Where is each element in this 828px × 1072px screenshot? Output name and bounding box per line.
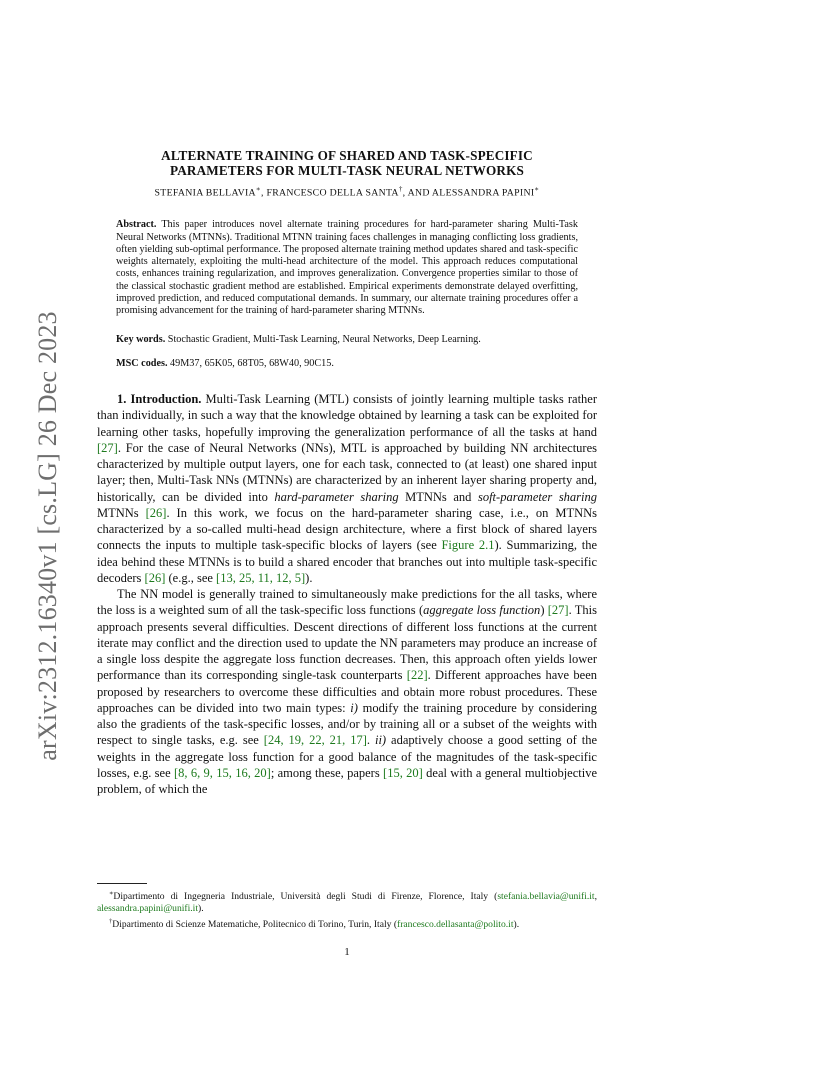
msc-text: 49M37, 65K05, 68T05, 68W40, 90C15. <box>170 357 334 369</box>
keywords-label: Key words. <box>116 333 166 345</box>
footnote-1 <box>97 888 597 916</box>
footnote-2 <box>97 916 597 931</box>
section-heading: 1. Introduction. <box>117 392 202 407</box>
citation-link[interactable]: [15, 20] <box>383 765 423 780</box>
emphasis-aggregate: aggregate loss function <box>423 603 541 618</box>
intro-text: ). Summarizing, the idea behind these MTNNs is to build a shared encoder that branches out into multiple task-specific decoders <box>97 538 597 585</box>
intro-text: deal with a general multiobjective problem, of which the <box>97 765 598 797</box>
page-number: 1 <box>344 946 350 958</box>
citation-link[interactable]: [27] <box>97 440 118 455</box>
enum-i: i) <box>350 700 358 715</box>
intro-text: ). <box>305 570 313 585</box>
figure-link[interactable]: Figure 2.1 <box>441 538 495 553</box>
intro-text: . <box>366 733 375 748</box>
author-joiner: , AND <box>402 187 432 199</box>
email-link[interactable]: francesco.dellasanta@polito.it <box>397 918 514 930</box>
intro-text: (e.g., see <box>165 570 217 585</box>
intro-paragraph-2 <box>97 586 597 797</box>
keywords <box>116 334 578 346</box>
citation-link[interactable]: [26] <box>145 505 167 520</box>
author-2-mark: † <box>398 185 403 193</box>
abstract-text: This paper introduces novel alternate training procedures for hard-parameter sharing Multi-Task Neural Networks (MTNNs). Traditional MTNN training faces challenges in managing conflicting loss gradients, often yielding sub-optimal performance. The proposed alternate training method updates shared and task-specific weights alternately, exploiting the multi-head architecture of the model. This approach reduces computational costs, enhances training regularization, and improves generalization. Convergence properties similar to those of the classical stochastic gradient method are established. Empirical experiments demonstrate delayed overfitting, improved prediction, and reduced computational demands. In summary, our alternate training procedures offer a promising advancement for the training of hard-parameter sharing MTNNs. <box>116 219 578 317</box>
emphasis-soft: soft-parameter sharing <box>477 489 598 504</box>
keywords-text: Stochastic Gradient, Multi-Task Learning, Neural Networks, Deep Learning. <box>167 333 481 345</box>
intro-text: Multi-Task Learning (MTL) consists of jointly learning multiple tasks rather than individually, in such a way that the knowledge obtained by learning a task can be exploited for learning other tasks, hopefully improving the generalization performance of all the tasks at hand <box>97 392 598 439</box>
citation-link[interactable]: [24, 19, 22, 21, 17] <box>263 733 367 748</box>
intro-text: The NN model is generally trained to simultaneously make predictions for the all tasks, where the loss is a weighted sum of all the task-specific loss functions ( <box>97 587 597 618</box>
footnote-text: ). <box>198 903 204 915</box>
emphasis-hard: hard-parameter sharing <box>274 489 399 504</box>
footnote-text: Dipartimento di Ingegneria Industriale, Università degli Studi di Firenze, Florence, Italy ( <box>113 891 498 903</box>
abstract <box>116 219 578 317</box>
intro-text: . This approach presents several difficulties. Descent directions of different loss functions at the current iterate may conflict and the direction used to update the NN parameters may produce an increase of a single loss despite the aggregate loss function decreases. Then, this approach often yields lower performance than its corresponding single-task counterparts <box>97 603 597 683</box>
author-2: FRANCESCO DELLA SANTA <box>266 187 399 199</box>
email-link[interactable]: alessandra.papini@unifi.it <box>97 903 199 915</box>
intro-text: . In this work, we focus on the hard-parameter sharing case, i.e., on MTNNs characterized by a so-called multi-head design architecture, where a first block of shared layers connects the inputs to multiple task-specific blocks of layers (see <box>97 505 597 553</box>
intro-text: modify the training procedure by considering also the gradients of the task-specific losses, and/or by training all or a subset of the weights with respect to single tasks, e.g. see <box>97 700 597 748</box>
author-1: STEFANIA BELLAVIA <box>154 187 256 199</box>
intro-text: ) <box>540 603 548 618</box>
footnote-text: Dipartimento di Scienze Matematiche, Politecnico di Torino, Turin, Italy ( <box>112 918 398 930</box>
intro-text: . For the case of Neural Networks (NNs), MTL is approached by building NN architectures characterized by multiple output layers, one for each task, connected to (at least) one shared input layer; then, Multi-Task NNs (MTNNs) are characterized by an inherent layer sharing property and, historically, can be divided into <box>97 440 597 504</box>
footnote-text: , <box>594 891 597 903</box>
citation-link[interactable]: [8, 6, 9, 15, 16, 20] <box>173 765 271 780</box>
citation-link[interactable]: [27] <box>547 603 569 618</box>
intro-text: . Different approaches have been proposed by researchers to overcome these difficulties and obtain more robust procedures. These approaches can be divided into two main types: <box>97 668 597 715</box>
title-line-1: ALTERNATE TRAINING OF SHARED AND TASK-SPECIFIC <box>161 148 533 163</box>
footnotes <box>97 883 597 931</box>
introduction-section <box>97 391 597 797</box>
intro-text: MTNNs and <box>398 489 478 504</box>
msc-codes <box>116 358 578 370</box>
email-link[interactable]: stefania.bellavia@unifi.it <box>497 891 595 903</box>
title-line-2: PARAMETERS FOR MULTI-TASK NEURAL NETWORKS <box>170 163 524 178</box>
author-3: ALESSANDRA PAPINI <box>431 187 535 199</box>
author-3-mark: ∗ <box>534 185 540 193</box>
arxiv-side-label: arXiv:2312.16340v1 [cs.LG] 26 Dec 2023 <box>33 311 62 761</box>
intro-text: adaptively choose a good setting of the weights in the aggregate loss function for a good balance of the magnitudes of the task-specific losses, e.g. see <box>97 733 598 780</box>
footnote-mark: ∗ <box>109 890 114 897</box>
citation-link[interactable]: [22] <box>406 668 428 683</box>
intro-text: MTNNs <box>97 505 146 520</box>
citation-link[interactable]: [13, 25, 11, 12, 5] <box>216 570 306 585</box>
intro-text: ; among these, papers <box>270 765 384 780</box>
footnote-mark: † <box>109 917 113 925</box>
footnote-rule <box>97 883 147 884</box>
paper-page <box>97 148 597 797</box>
author-1-mark: ∗ <box>255 185 261 193</box>
author-list: STEFANIA BELLAVIA∗, FRANCESCO DELLA SANTA†, AND ALESSANDRA PAPINI∗ <box>154 185 540 199</box>
citation-link[interactable]: [26] <box>144 570 166 585</box>
intro-paragraph-1 <box>97 391 597 586</box>
enum-ii: ii) <box>374 733 387 748</box>
footnote-text: ). <box>513 918 520 930</box>
msc-label: MSC codes. <box>116 357 168 369</box>
abstract-label: Abstract. <box>116 219 157 231</box>
paper-title <box>97 148 597 178</box>
